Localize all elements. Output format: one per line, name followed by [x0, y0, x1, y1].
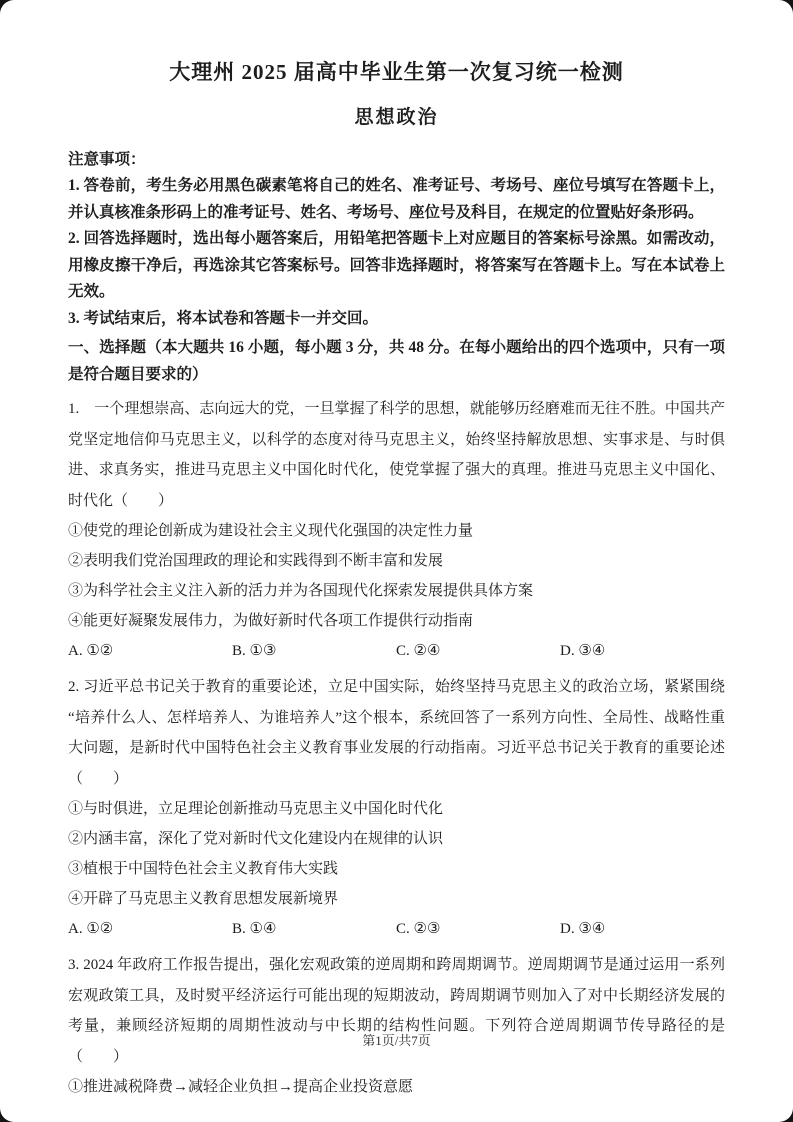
notice-item-1: 1. 答卷前，考生务必用黑色碳素笔将自己的姓名、准考证号、考场号、座位号填写在答题卡上，并认真核准条形码上的准考证号、姓名、考场号、座位号及科目，在规定的位置贴好条形码。 — [68, 177, 725, 221]
question-2-option-4: ④开辟了马克思主义教育思想发展新境界 — [68, 891, 339, 907]
exam-subject: 思想政治 — [354, 107, 439, 128]
question-1-answer-b: B. ①③ — [232, 643, 277, 659]
question-1-option-4: ④能更好凝聚发展伟力，为做好新时代各项工作提供行动指南 — [68, 613, 474, 629]
question-1-option-3: ③为科学社会主义注入新的活力并为各国现代化探索发展提供具体方案 — [68, 583, 534, 599]
notice-item-2: 2. 回答选择题时，选出每小题答案后，用铅笔把答题卡上对应题目的答案标号涂黑。如需改动，用橡皮擦干净后，再选涂其它答案标号。回答非选择题时，将答案写在答题卡上。写在本试卷上无效。 — [68, 230, 725, 300]
question-2-answer-a: A. ①② — [68, 921, 114, 937]
question-1-answer-c: C. ②④ — [396, 643, 441, 659]
question-2-answer-d: D. ③④ — [560, 921, 606, 937]
question-1-answer-row — [68, 636, 725, 666]
question-2-stem: 2. 习近平总书记关于教育的重要论述，立足中国实际，始终坚持马克思主义的政治立场，紧紧围绕“培养什么人、怎样培养人、为谁培养人”这个根本，系统回答了一系列方向性、全局性、战略性重大问题，是新时代中国特色社会主义教育事业发展的行动指南。习近平总书记关于教育的重要论述（ ） — [68, 679, 725, 787]
notice-heading: 注意事项： — [68, 151, 146, 168]
page-footer: 第1页/共7页 — [362, 1033, 431, 1048]
notice-item-3: 3. 考试结束后，将本试卷和答题卡一并交回。 — [68, 309, 379, 327]
question-1-stem: 1. 一个理想崇高、志向远大的党，一旦掌握了科学的思想，就能够历经磨难而无往不胜。中国共产党坚定地信仰马克思主义，以科学的态度对待马克思主义，始终坚持解放思想、实事求是、与时俱进、求真务实，推进马克思主义中国化时代化，使党掌握了强大的真理。推进马克思主义中国化、时代化（ ） — [68, 401, 725, 509]
question-2 — [68, 672, 725, 944]
section-heading: 一、选择题（本大题共 16 小题，每小题 3 分，共 48 分。在每小题给出的四个选项中，只有一项是符合题目要求的） — [68, 339, 725, 383]
question-1-option-1: ①使党的理论创新成为建设社会主义现代化强国的决定性力量 — [68, 523, 474, 539]
question-2-option-1: ①与时俱进，立足理论创新推动马克思主义中国化时代化 — [68, 801, 444, 817]
question-2-answer-row — [68, 914, 725, 944]
question-1-answer-a: A. ①② — [68, 643, 114, 659]
question-2-option-2: ②内涵丰富，深化了党对新时代文化建设内在规律的认识 — [68, 831, 444, 847]
question-3-option-1: ①推进减税降费→减轻企业负担→提高企业投资意愿 — [68, 1079, 414, 1095]
question-2-option-3: ③植根于中国特色社会主义教育伟大实践 — [68, 861, 339, 877]
question-3-stem: 3. 2024 年政府工作报告提出，强化宏观政策的逆周期和跨周期调节。逆周期调节是通过运用一系列宏观政策工具，及时熨平经济运行可能出现的短期波动，跨周期调节则加入了对中长期经济发展的考量，兼顾经济短期的周期性波动与中长期的结构性问题。下列符合逆周期调节传导路径的是（ ） — [68, 957, 725, 1065]
question-2-answer-c: C. ②③ — [396, 921, 441, 937]
question-1-answer-d: D. ③④ — [560, 643, 606, 659]
question-1 — [68, 394, 725, 666]
question-3 — [68, 950, 725, 1102]
question-1-option-2: ②表明我们党治国理政的理论和实践得到不断丰富和发展 — [68, 553, 444, 569]
question-2-answer-b: B. ①④ — [232, 921, 277, 937]
exam-title: 大理州 2025 届高中毕业生第一次复习统一检测 — [169, 60, 624, 84]
notice-section — [68, 147, 725, 332]
